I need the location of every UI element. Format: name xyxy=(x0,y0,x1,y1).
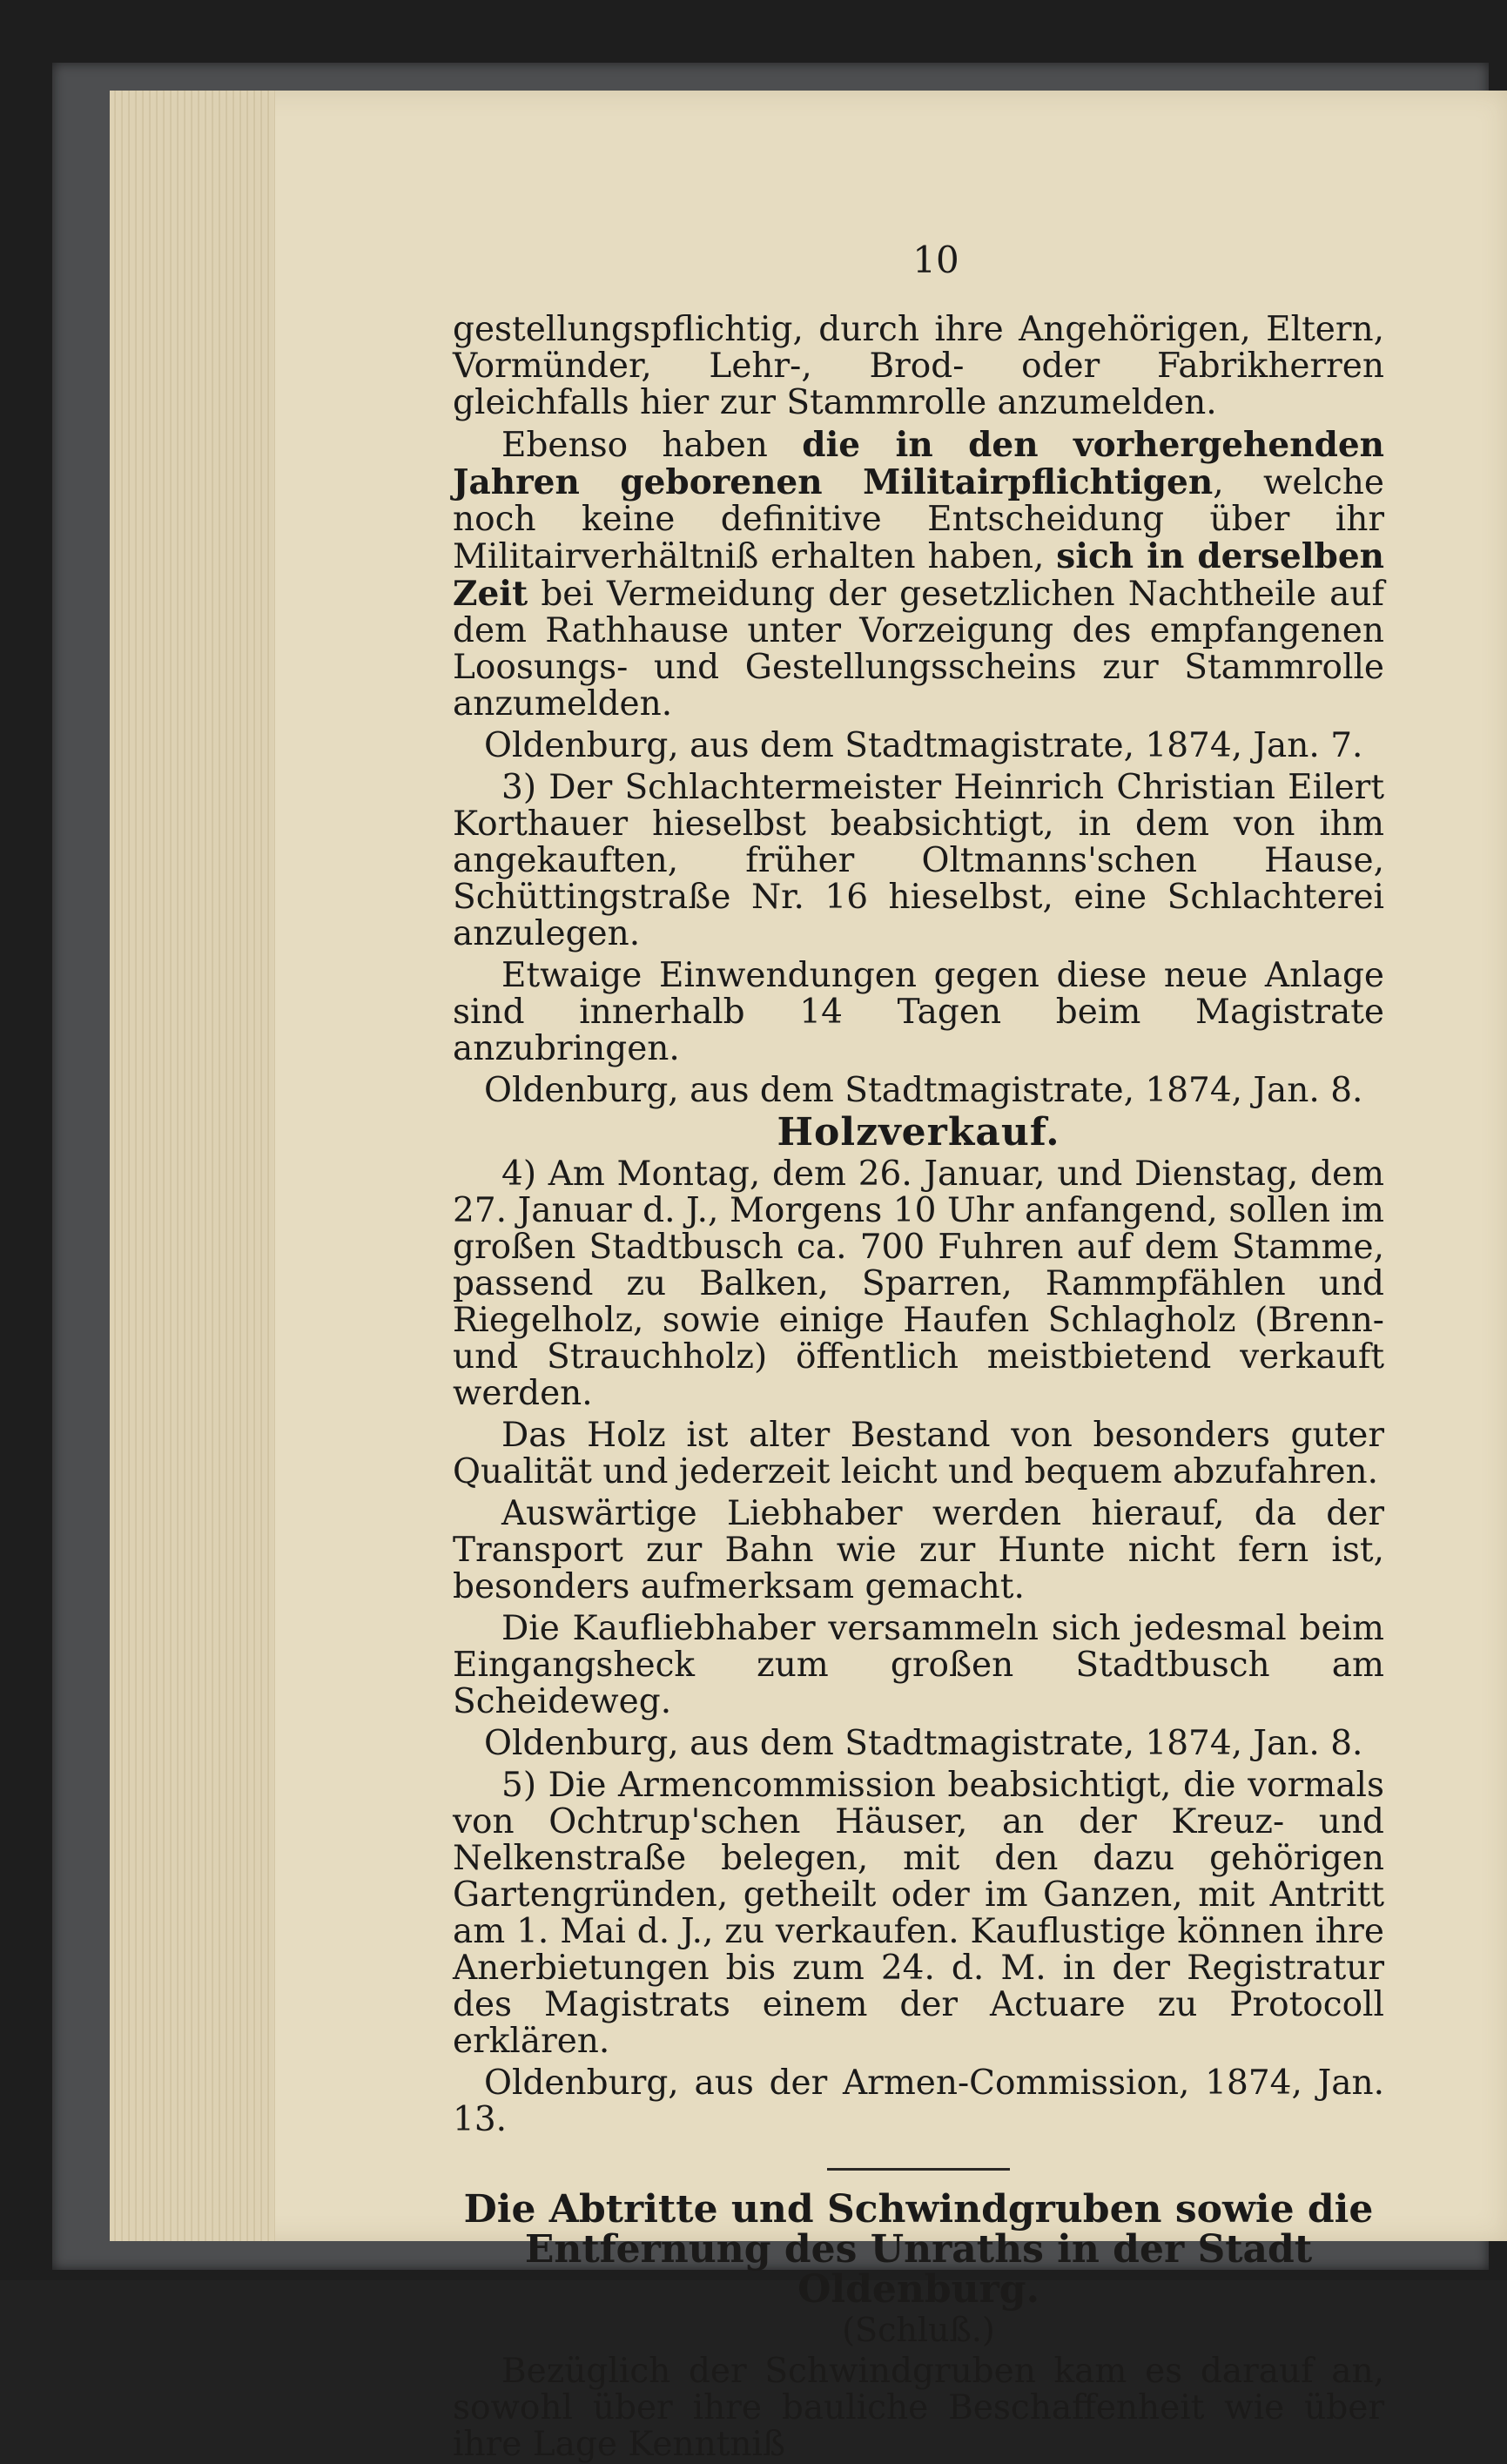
article-title-line: Die Abtritte und Schwindgruben sowie die xyxy=(463,2187,1374,2232)
text-run: Ebenso haben xyxy=(501,426,803,465)
divider xyxy=(827,2168,1010,2171)
paragraph: Auswärtige Liebhaber werden hierauf, da der Transport zur Bahn wie zur Hunte nicht fern ist, besonders aufmerksam gemacht. xyxy=(453,1494,1384,1606)
text-run: bei Vermeidung der gesetzlichen Nachtheile auf dem Rathhause unter Vorzeigung des empfangenen Loosungs- und Gestellungsscheins zur Stammrolle anzumelden. xyxy=(453,575,1384,724)
paragraph: 4) Am Montag, dem 26. Januar, und Dienstag, dem 27. Januar d. J., Morgens 10 Uhr anfangend, sollen im großen Stadtbusch ca. 700 Fuhren auf dem Stamme, passend zu Balken, Sparren, Rammpfählen und Riegelholz, sowie einige Haufen Schlagholz (Brenn- und Strauchholz) öffentlich meistbietend verkauft werden. xyxy=(453,1155,1384,1413)
article-subtitle: (Schluß.) xyxy=(842,2311,995,2349)
paragraph xyxy=(453,427,1384,723)
page-text xyxy=(453,218,1384,2463)
section-heading: Holzverkauf. xyxy=(777,1110,1060,1155)
paragraph: Etwaige Einwendungen gegen diese neue Anlage sind innerhalb 14 Tagen beim Magistrate anzubringen. xyxy=(453,956,1384,1068)
article-title-line: Entfernung des Unraths in der Stadt Oldenburg. xyxy=(524,2227,1313,2312)
paragraph: Das Holz ist alter Bestand von besonders guter Qualität und jederzeit leicht und bequem abzufahren. xyxy=(453,1416,1384,1491)
bold-text: die in den vorhergehenden Jahren geborenen Militairpflichtigen xyxy=(453,425,1385,502)
bold-text: sich in derselben Zeit xyxy=(453,536,1384,614)
dateline: Oldenburg, aus dem Stadtmagistrate, 1874, Jan. 7. xyxy=(484,726,1363,765)
paragraph: gestellungspflichtig, durch ihre Angehörigen, Eltern, Vormünder, Lehr-, Brod- oder Fabrikherren gleichfalls hier zur Stammrolle anzumelden. xyxy=(453,310,1384,422)
text-run: , welche noch keine definitive Entscheidung über ihr Militairverhältniß erhalten haben, xyxy=(453,463,1384,576)
page-number: 10 xyxy=(912,239,959,281)
paragraph: Die Kaufliebhaber versammeln sich jedesmal beim Eingangsheck zum großen Stadtbusch am Scheideweg. xyxy=(453,1609,1384,1721)
paragraph: 3) Der Schlachtermeister Heinrich Christian Eilert Korthauer hieselbst beabsichtigt, in dem von ihm angekauften, früher Oltmanns'schen Hause, Schüttingstraße Nr. 16 hieselbst, eine Schlachterei anzulegen. xyxy=(453,768,1384,953)
paragraph: 5) Die Armencommission beabsichtigt, die vormals von Ochtrup'schen Häuser, an der Kreuz- und Nelkenstraße belegen, mit den dazu gehörigen Gartengründen, getheilt oder im Ganzen, mit Antritt am 1. Mai d. J., zu verkaufen. Kauflustige können ihre Anerbietungen bis zum 24. d. M. in der Registratur des Magistrats einem der Actuare zu Protocoll erklären. xyxy=(453,1766,1384,2061)
dateline: Oldenburg, aus dem Stadtmagistrate, 1874, Jan. 8. xyxy=(484,1071,1363,1110)
dateline: Oldenburg, aus dem Stadtmagistrate, 1874, Jan. 8. xyxy=(484,1724,1363,1763)
page-edges xyxy=(110,91,275,2241)
paragraph: Bezüglich der Schwindgruben kam es darauf an, sowohl über ihre bauliche Beschaffenheit wie über ihre Lage Kenntniß xyxy=(453,2352,1384,2464)
dateline: Oldenburg, aus der Armen-Commission, 1874, Jan. 13. xyxy=(453,2063,1384,2139)
